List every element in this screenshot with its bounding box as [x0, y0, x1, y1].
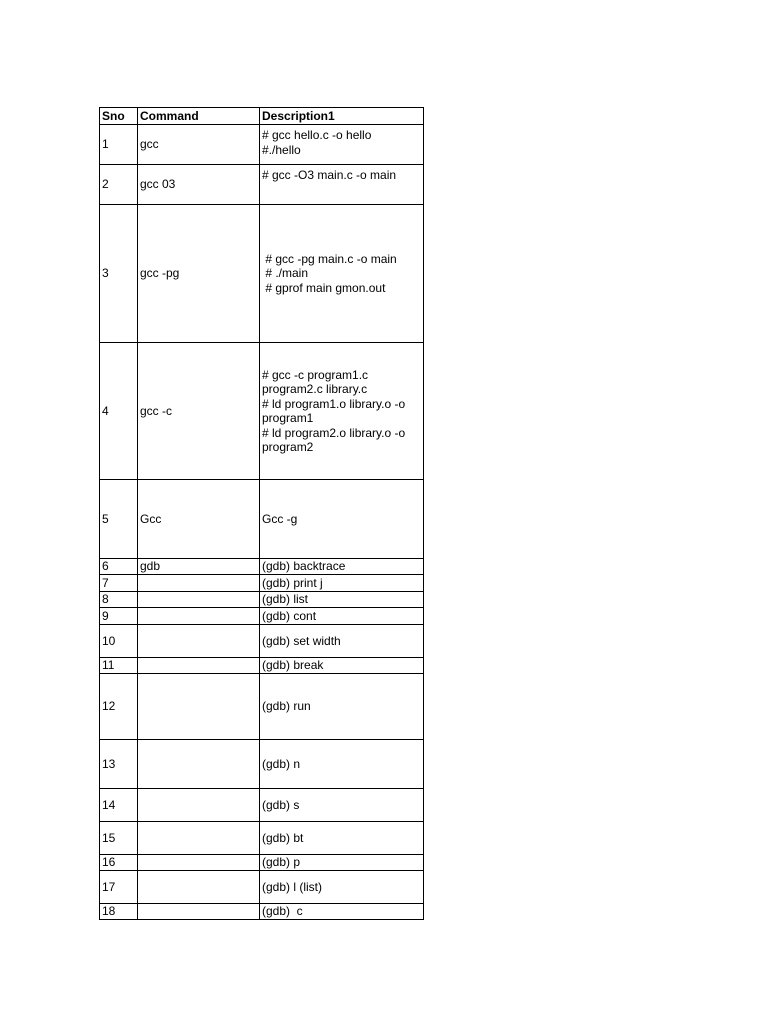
cell-command: [138, 855, 260, 871]
cell-sno: 2: [100, 165, 138, 205]
cell-command: [138, 904, 260, 920]
description-line: # gcc -pg main.c -o main: [262, 251, 397, 266]
description-line: (gdb) cont: [262, 608, 317, 623]
table-row: [100, 559, 424, 575]
table-header-row: [100, 108, 424, 125]
cell-description: [260, 205, 424, 343]
table-row: [100, 625, 424, 658]
cell-command: gdb: [138, 559, 260, 575]
description-line: (gdb) s: [262, 797, 300, 812]
description-line: Gcc -g: [262, 511, 298, 526]
description-line: # gcc -O3 main.c -o main: [262, 168, 397, 182]
cell-sno: 4: [100, 343, 138, 480]
header-sno: Sno: [100, 108, 138, 125]
cell-description: [260, 165, 424, 205]
cell-command: [138, 592, 260, 608]
description-line: (gdb) set width: [262, 633, 341, 648]
table-row: [100, 822, 424, 855]
description-line: #./hello: [262, 142, 301, 157]
cell-command: gcc 03: [138, 165, 260, 205]
table-row: [100, 871, 424, 904]
header-command: Command: [138, 108, 260, 125]
cell-sno: 18: [100, 904, 138, 920]
description-line: # gcc hello.c -o hello: [262, 128, 372, 142]
description-line: program2.c library.c: [262, 382, 368, 396]
cell-description: [260, 608, 424, 625]
cell-command: [138, 789, 260, 822]
table-row: [100, 165, 424, 205]
command-table: [99, 107, 424, 920]
description-line: (gdb) c: [262, 904, 303, 919]
table-row: [100, 125, 424, 165]
table-row: [100, 789, 424, 822]
cell-sno: 15: [100, 822, 138, 855]
cell-description: [260, 904, 424, 920]
cell-sno: 9: [100, 608, 138, 625]
cell-sno: 3: [100, 205, 138, 343]
description-line: # gprof main gmon.out: [262, 280, 386, 295]
table-row: [100, 855, 424, 871]
description-line: # ld program1.o library.o -o: [262, 396, 406, 411]
cell-command: [138, 740, 260, 789]
cell-sno: 10: [100, 625, 138, 658]
table-row: [100, 608, 424, 625]
cell-description: [260, 658, 424, 674]
description-line: (gdb) n: [262, 756, 301, 771]
cell-sno: 13: [100, 740, 138, 789]
cell-description: [260, 625, 424, 658]
cell-command: gcc: [138, 125, 260, 165]
cell-command: [138, 575, 260, 592]
description-line: (gdb) run: [262, 699, 311, 714]
cell-sno: 17: [100, 871, 138, 904]
table-row: [100, 575, 424, 592]
description-line: (gdb) p: [262, 855, 301, 870]
description-line: # ./main: [262, 266, 309, 281]
cell-command: [138, 871, 260, 904]
cell-sno: 8: [100, 592, 138, 608]
cell-command: [138, 674, 260, 740]
table-row: [100, 904, 424, 920]
description-line: # ld program2.o library.o -o: [262, 425, 406, 440]
cell-description: [260, 740, 424, 789]
cell-command: gcc -pg: [138, 205, 260, 343]
table-row: [100, 592, 424, 608]
cell-sno: 16: [100, 855, 138, 871]
cell-command: [138, 822, 260, 855]
description-line: program1: [262, 411, 314, 425]
description-line: # gcc -c program1.c: [262, 367, 369, 382]
cell-sno: 6: [100, 559, 138, 575]
cell-description: [260, 822, 424, 855]
cell-description: [260, 343, 424, 480]
cell-description: [260, 559, 424, 575]
description-line: (gdb) l (list): [262, 879, 323, 894]
description-line: (gdb) list: [262, 592, 309, 607]
cell-description: [260, 674, 424, 740]
cell-command: Gcc: [138, 480, 260, 559]
table-row: [100, 480, 424, 559]
cell-command: [138, 625, 260, 658]
table-row: [100, 674, 424, 740]
cell-sno: 7: [100, 575, 138, 592]
cell-command: gcc -c: [138, 343, 260, 480]
table-row: [100, 658, 424, 674]
table-row: [100, 205, 424, 343]
cell-description: [260, 480, 424, 559]
header-description: Description1: [260, 108, 424, 125]
cell-description: [260, 871, 424, 904]
cell-command: [138, 658, 260, 674]
cell-sno: 1: [100, 125, 138, 165]
table-row: [100, 343, 424, 480]
cell-sno: 5: [100, 480, 138, 559]
description-line: program2: [262, 440, 314, 454]
cell-sno: 12: [100, 674, 138, 740]
cell-command: [138, 608, 260, 625]
cell-description: [260, 575, 424, 592]
cell-sno: 14: [100, 789, 138, 822]
cell-sno: 11: [100, 658, 138, 674]
description-line: (gdb) print j: [262, 575, 323, 590]
cell-description: [260, 125, 424, 165]
description-line: (gdb) backtrace: [262, 559, 346, 574]
cell-description: [260, 592, 424, 608]
table-row: [100, 740, 424, 789]
cell-description: [260, 855, 424, 871]
cell-description: [260, 789, 424, 822]
description-line: (gdb) break: [262, 658, 324, 673]
description-line: (gdb) bt: [262, 830, 304, 845]
